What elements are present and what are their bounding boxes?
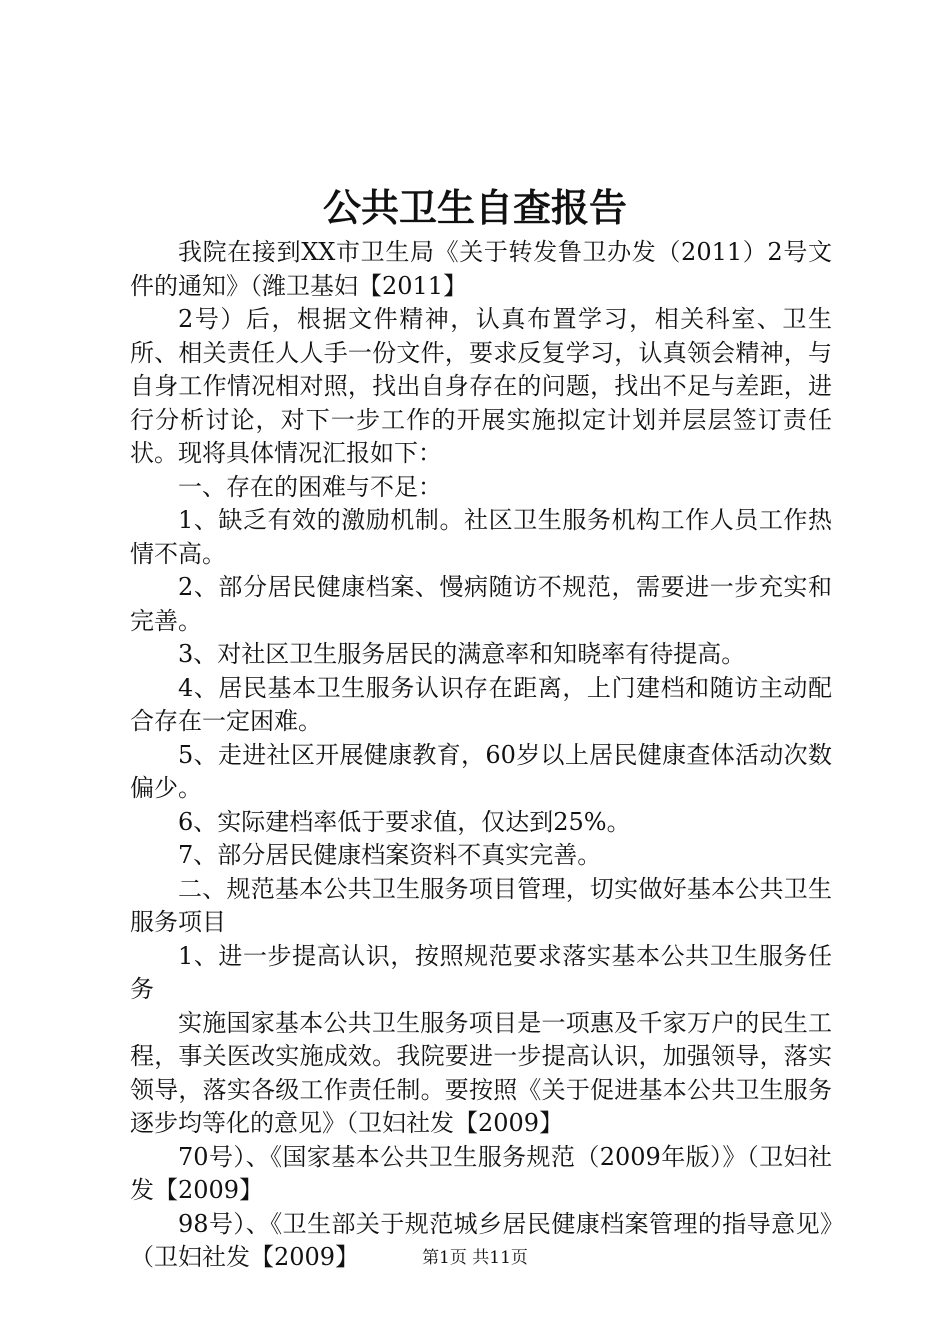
section-heading: 一、存在的困难与不足： xyxy=(178,472,442,501)
list-item: 1、缺乏有效的激励机制。社区卫生服务机构工作人员工作热情不高。 xyxy=(130,506,832,568)
paragraph: 70号）、《国家基本公共卫生服务规范（2009年版）》（卫妇社发【2009】 xyxy=(130,1142,832,1204)
list-item: 3、对社区卫生服务居民的满意率和知晓率有待提高。 xyxy=(178,640,746,668)
paragraph: 我院在接到XX市卫生局《关于转发鲁卫办发（2011）2号文件的通知》（潍卫基妇【2011】 xyxy=(130,238,832,300)
list-item: 2、部分居民健康档案、慢病随访不规范，需要进一步充实和完善。 xyxy=(130,573,832,635)
document-body xyxy=(130,236,832,1275)
section-heading: 二、规范基本公共卫生服务项目管理，切实做好基本公共卫生服务项目 xyxy=(130,874,832,936)
page-footer: 第1页 共11页 xyxy=(422,1248,528,1268)
subsection-heading: 1、进一步提高认识，按照规范要求落实基本公共卫生服务任务 xyxy=(130,941,832,1003)
paragraph: 98号）、《卫生部关于规范城乡居民健康档案管理的指导意见》（卫妇社发【2009】 xyxy=(130,1209,832,1271)
paragraph: 实施国家基本公共卫生服务项目是一项惠及千家万户的民生工程，事关医改实施成效。我院要进一步提高认识，加强领导，落实领导，落实各级工作责任制。要按照《关于促进基本公共卫生服务逐步均等化的意见》（卫妇社发【2009】 xyxy=(130,1008,832,1137)
list-item: 4、居民基本卫生服务认识存在距离，上门建档和随访主动配合存在一定困难。 xyxy=(130,673,832,735)
list-item: 5、走进社区开展健康教育，60岁以上居民健康查体活动次数偏少。 xyxy=(130,740,832,802)
list-item: 7、部分居民健康档案资料不真实完善。 xyxy=(178,841,602,869)
list-item: 6、实际建档率低于要求值，仅达到25%。 xyxy=(178,807,631,836)
page-title: 公共卫生自查报告 xyxy=(322,185,627,230)
paragraph: 2号）后，根据文件精神，认真布置学习，相关科室、卫生所、相关责任人人手一份文件，要求反复学习，认真领会精神，与自身工作情况相对照，找出自身存在的问题，找出不足与差距，进行分析讨论，对下一步工作的开展实施拟定计划并层层签订责任状。现将具体情况汇报如下： xyxy=(130,305,832,467)
